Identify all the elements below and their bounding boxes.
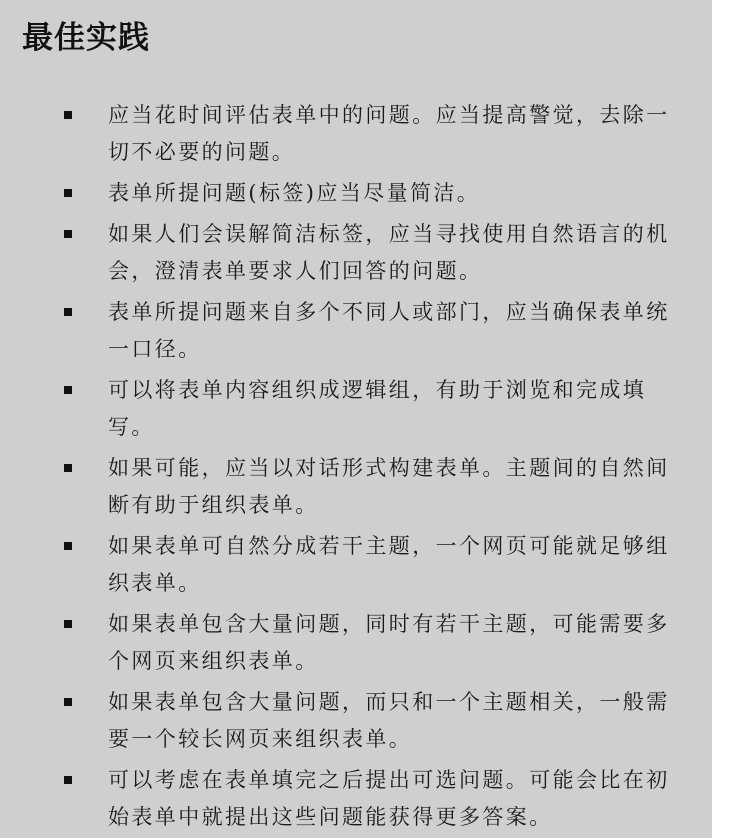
list-item-text: 可以考虑在表单填完之后提出可选问题。可能会比在初始表单中就提出这些问题能获得更多答案。 [108, 768, 670, 829]
list-item-text: 如果可能，应当以对话形式构建表单。主题间的自然间断有助于组织表单。 [108, 456, 670, 517]
bullet-square-icon [64, 698, 72, 706]
bullet-square-icon [64, 620, 72, 628]
list-item [0, 528, 712, 602]
list-item [0, 294, 712, 368]
list-item [0, 606, 712, 680]
list-item-text: 如果表单可自然分成若干主题，一个网页可能就足够组织表单。 [108, 534, 670, 595]
bullet-square-icon [64, 386, 72, 394]
bullet-square-icon [64, 464, 72, 472]
list-item-text: 如果表单包含大量问题，而只和一个主题相关，一般需要一个较长网页来组织表单。 [108, 690, 670, 751]
bullet-square-icon [64, 308, 72, 316]
page-title: 最佳实践 [22, 20, 150, 56]
list-item-text: 表单所提问题来自多个不同人或部门，应当确保表单统一口径。 [108, 300, 670, 361]
list-item [0, 684, 712, 758]
bullet-square-icon [64, 776, 72, 784]
list-item-text: 如果人们会误解简洁标签，应当寻找使用自然语言的机会，澄清表单要求人们回答的问题。 [108, 222, 670, 283]
best-practices-list [0, 97, 712, 840]
list-item [0, 762, 712, 836]
list-item [0, 450, 712, 524]
list-item-text: 可以将表单内容组织成逻辑组，有助于浏览和完成填写。 [108, 378, 647, 439]
bullet-square-icon [64, 542, 72, 550]
bullet-square-icon [64, 189, 72, 197]
list-item [0, 175, 712, 212]
list-item [0, 97, 712, 171]
list-item [0, 216, 712, 290]
bullet-square-icon [64, 230, 72, 238]
list-item-text: 如果表单包含大量问题，同时有若干主题，可能需要多个网页来组织表单。 [108, 612, 670, 673]
list-item-text: 应当花时间评估表单中的问题。应当提高警觉，去除一切不必要的问题。 [108, 103, 670, 164]
bullet-square-icon [64, 111, 72, 119]
list-item [0, 372, 712, 446]
list-item-text: 表单所提问题(标签)应当尽量简洁。 [108, 181, 481, 205]
